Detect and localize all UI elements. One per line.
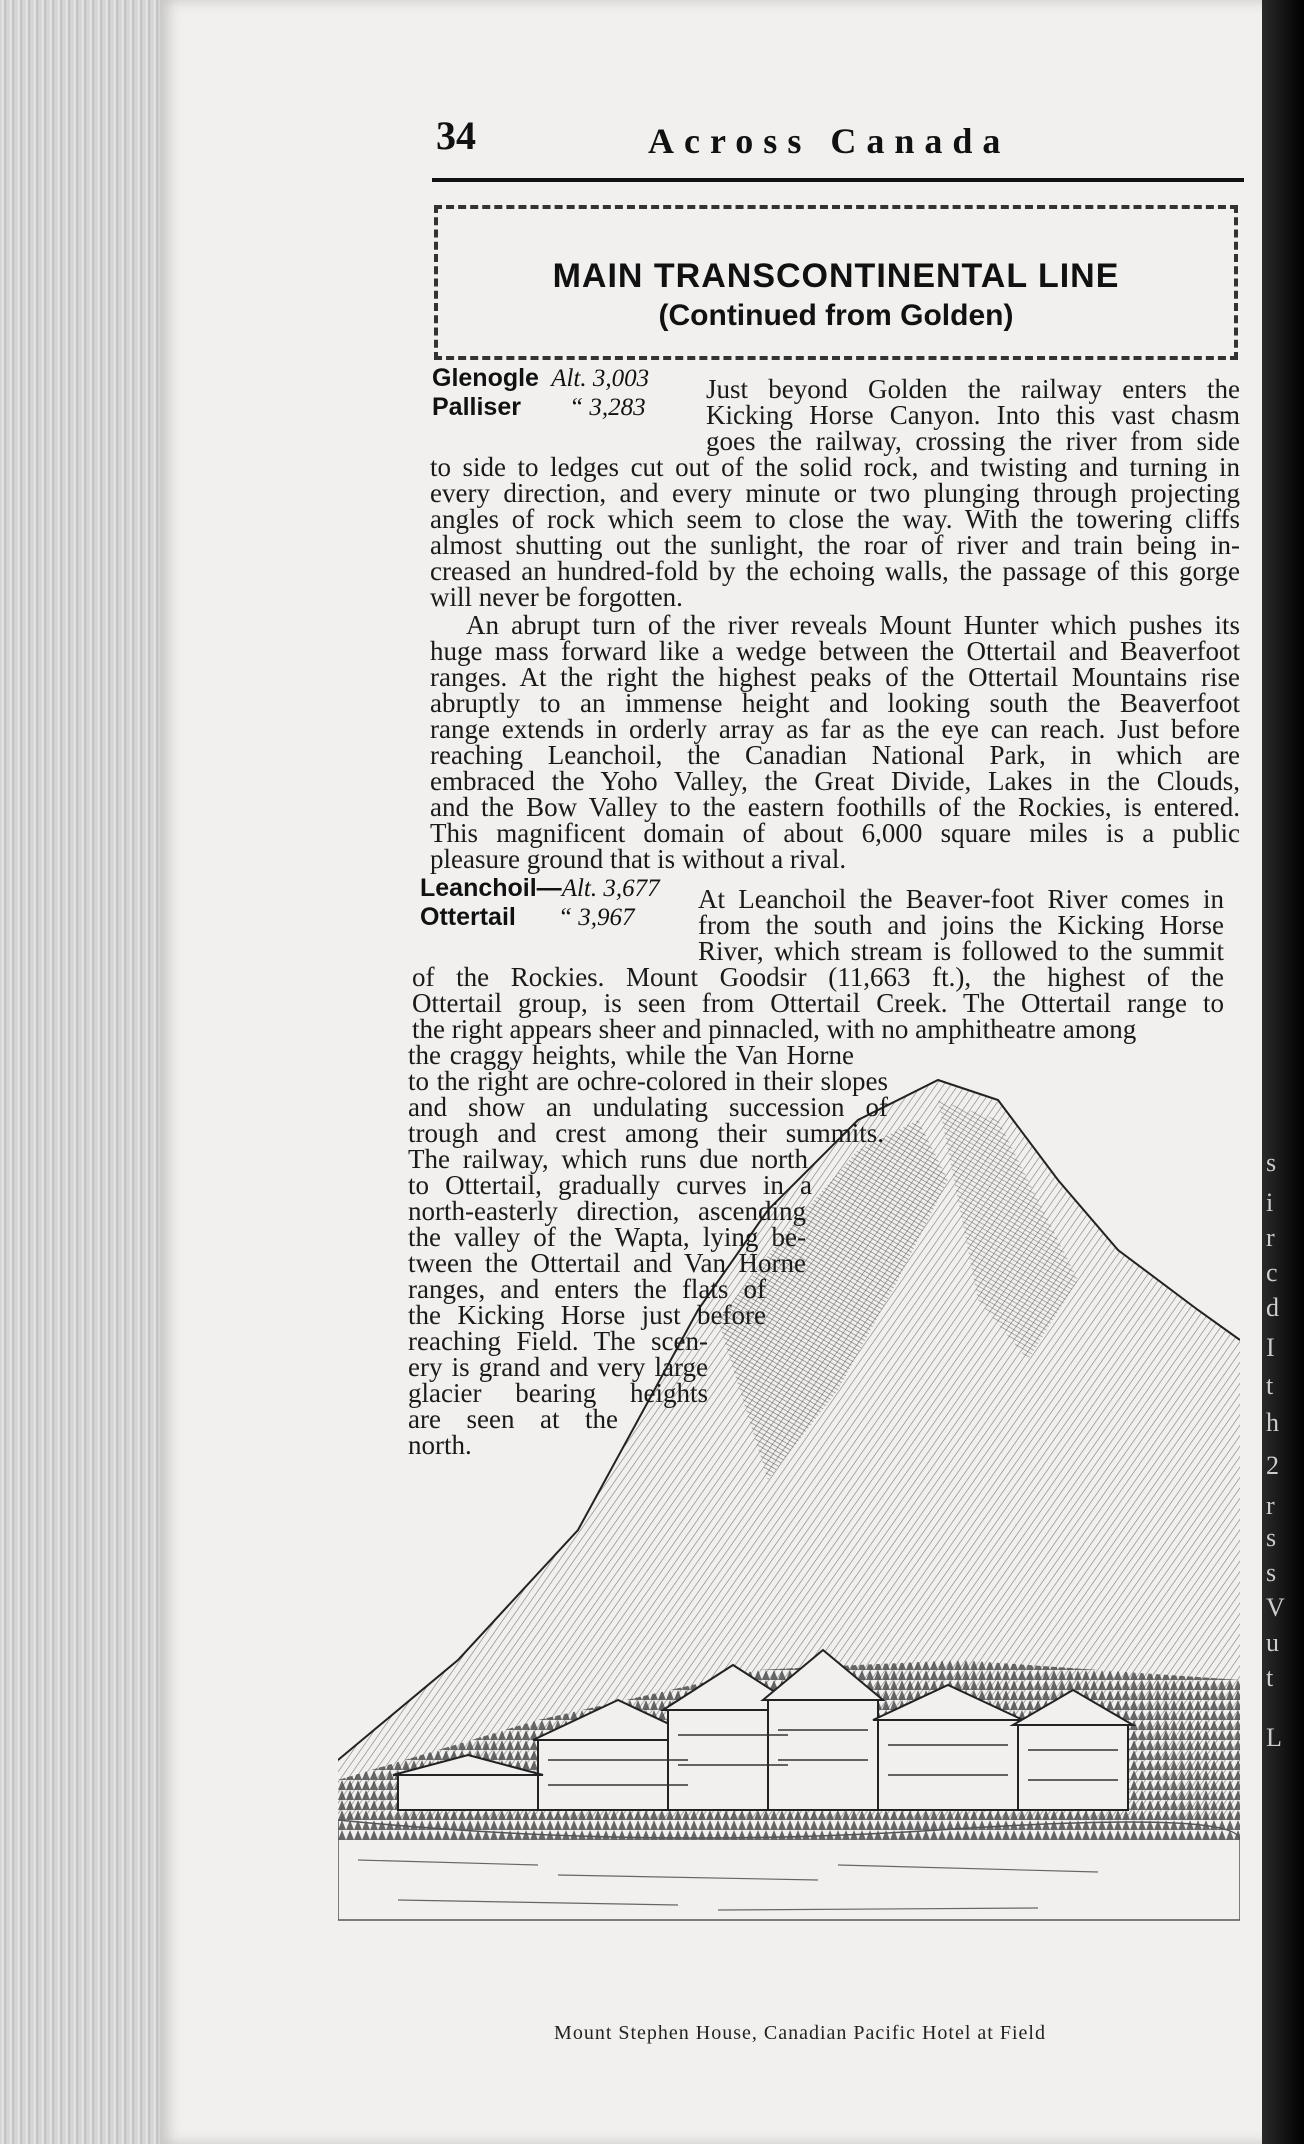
- text-line: trough and crest among their summits.: [408, 1118, 884, 1148]
- facing-page-fragment: c: [1266, 1258, 1278, 1287]
- text-line: Ottertail group, is seen from Ottertail Creek. The Ottertail range to: [412, 988, 1224, 1018]
- text-line: to the right are ochre-colored in their slopes: [408, 1066, 888, 1096]
- text-line: north.: [408, 1430, 472, 1460]
- text-line: to Ottertail, gradually curves in a: [408, 1170, 812, 1200]
- text-line: the craggy heights, while the Van Horne: [408, 1040, 854, 1070]
- text-line: ranges, and enters the flats of: [408, 1274, 766, 1304]
- facing-page-fragment: r: [1266, 1491, 1275, 1520]
- text-line: Kicking Horse Canyon. Into this vast chasm: [706, 400, 1240, 430]
- page-edges: [0, 0, 175, 2144]
- station-name: Leanchoil—: [420, 874, 562, 902]
- text-line: At Leanchoil the Beaver-foot River comes in: [698, 884, 1224, 914]
- facing-page-fragment: h: [1266, 1408, 1279, 1437]
- facing-page-fragment: t: [1266, 1663, 1274, 1692]
- text-line: pleasure ground that is without a rival.: [430, 844, 847, 874]
- text-line: the Kicking Horse just before: [408, 1300, 766, 1330]
- section-subtitle: (Continued from Golden): [658, 299, 1014, 332]
- facing-page-fragment: V: [1266, 1593, 1285, 1622]
- text-line: are seen at the: [408, 1404, 618, 1434]
- text-line: and show an undulating succession of: [408, 1092, 888, 1122]
- paragraph-leanchoil: [412, 886, 1224, 1042]
- section-title: MAIN TRANSCONTINENTAL LINE: [552, 257, 1120, 295]
- paragraph-mount-hunter: [430, 612, 1240, 872]
- text-line: abruptly to an immense height and looking south the Beaverfoot: [430, 688, 1240, 718]
- page-number: 34: [436, 113, 476, 158]
- facing-page-fragment: i: [1266, 1188, 1274, 1217]
- facing-page-fragment: I: [1266, 1333, 1275, 1362]
- text-line: tween the Ottertail and Van Horne: [408, 1248, 806, 1278]
- facing-page-fragment: s: [1266, 1148, 1277, 1177]
- facing-page-fragment: 2: [1266, 1451, 1279, 1480]
- text-line: angles of rock which seem to close the way. With the towering cliffs: [430, 504, 1240, 534]
- text-line: Just beyond Golden the railway enters the: [706, 374, 1240, 404]
- text-line: north-easterly direction, ascending: [408, 1196, 806, 1226]
- text-line: ery is grand and very large: [408, 1352, 708, 1382]
- facing-page-fragment: u: [1266, 1628, 1279, 1657]
- text-line: will never be forgotten.: [430, 582, 683, 612]
- facing-page-strip: [1262, 0, 1304, 2144]
- text-line: and the Bow Valley to the eastern foothills of the Rockies, is entered.: [430, 792, 1240, 822]
- text-line: to side to ledges cut out of the solid rock, and twisting and turning in: [430, 452, 1240, 482]
- text-line: reaching Field. The scen-: [408, 1326, 708, 1356]
- running-title: Across Canada: [648, 121, 1011, 161]
- text-line: An abrupt turn of the river reveals Mount Hunter which pushes its: [466, 610, 1240, 640]
- text-line: embraced the Yoho Valley, the Great Divide, Lakes in the Clouds,: [430, 766, 1240, 796]
- facing-page-fragment: s: [1266, 1523, 1277, 1552]
- text-line: glacier bearing heights: [408, 1378, 708, 1408]
- text-line: every direction, and every minute or two plunging through projecting: [430, 478, 1240, 508]
- text-line: The railway, which runs due north: [408, 1144, 808, 1174]
- station-altitude: Alt. 3,003: [551, 365, 650, 392]
- illustration-caption: Mount Stephen House, Canadian Pacific Hotel at Field: [554, 2022, 1046, 2044]
- text-line: the right appears sheer and pinnacled, with no amphitheatre among: [412, 1014, 1137, 1044]
- facing-page-fragment: r: [1266, 1223, 1275, 1252]
- facing-page-fragment: L: [1266, 1723, 1282, 1752]
- text-line: huge mass forward like a wedge between the Ottertail and Beaverfoot: [430, 636, 1240, 666]
- paragraph-van-horne: [408, 1042, 888, 1458]
- text-line: goes the railway, crossing the river from side: [706, 426, 1240, 456]
- paragraph-golden-canyon: [430, 376, 1240, 610]
- facing-page-fragment: t: [1266, 1371, 1274, 1400]
- section-title-box: [434, 205, 1238, 360]
- text-line: almost shutting out the sunlight, the roar of river and train being in-: [430, 530, 1240, 560]
- station-altitude: “ 3,967: [558, 904, 635, 931]
- text-line: range extends in orderly array as far as the eye can reach. Just before: [430, 714, 1240, 744]
- text-line: from the south and joins the Kicking Horse: [698, 910, 1224, 940]
- text-line: ranges. At the right the highest peaks of the Ottertail Mountains rise: [430, 662, 1240, 692]
- text-line: River, which stream is followed to the summit: [698, 936, 1224, 966]
- facing-page-fragment: d: [1266, 1293, 1279, 1322]
- text-line: the valley of the Wapta, lying be-: [408, 1222, 806, 1252]
- station-altitude: Alt. 3,677: [561, 875, 660, 902]
- facing-page-fragment: s: [1266, 1558, 1277, 1587]
- text-line: reaching Leanchoil, the Canadian National Park, in which are: [430, 740, 1240, 770]
- station-name: Palliser: [432, 393, 521, 421]
- header-rule: [432, 178, 1244, 182]
- text-line: This magnificent domain of about 6,000 square miles is a public: [430, 818, 1240, 848]
- station-name: Glenogle: [432, 364, 539, 392]
- station-altitude: “ 3,283: [569, 394, 646, 421]
- text-line: of the Rockies. Mount Goodsir (11,663 ft.), the highest of the: [412, 962, 1224, 992]
- text-line: creased an hundred-fold by the echoing walls, the passage of this gorge: [430, 556, 1240, 586]
- station-name: Ottertail: [420, 903, 516, 931]
